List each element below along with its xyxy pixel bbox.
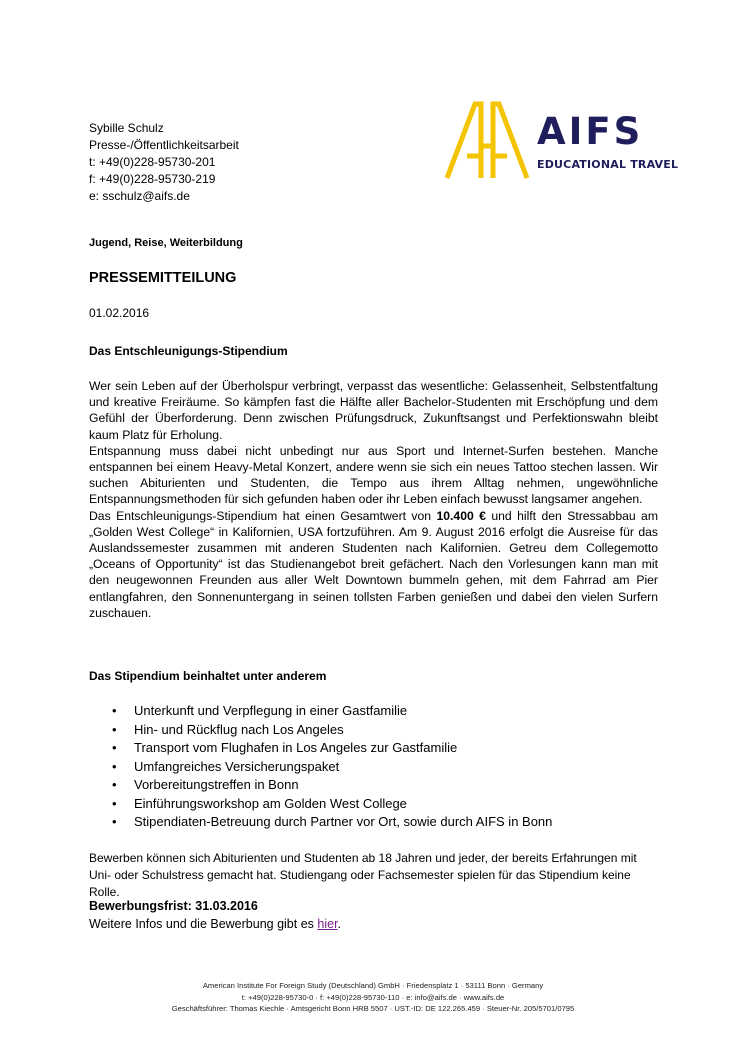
tagline: Jugend, Reise, Weiterbildung xyxy=(89,237,243,249)
aifs-logo-mark-icon xyxy=(441,100,533,180)
more-info-prefix: Weitere Infos und die Bewerbung gibt es xyxy=(89,917,318,931)
list-item: • Einführungsworkshop am Golden West College xyxy=(112,795,552,814)
more-info-line xyxy=(89,917,341,931)
contact-name: Sybille Schulz xyxy=(89,121,164,135)
paragraph-3 xyxy=(89,508,658,621)
paragraph-1: Wer sein Leben auf der Überholspur verbringt, verpasst das wesentliche: Gelassenheit, Selbstentfaltung und kreative Freiräume. So kämpfen fast die Hälfte aller Bachelor-Studenten mit Erschöpfung und dem Gefühl der Überforderung. Denn zwischen Prüfungsdruck, Zukunftsangst und Perfektionswahn bleibt kaum Platz für Erholung. xyxy=(89,379,658,442)
more-info-link[interactable]: hier xyxy=(317,917,338,931)
list-item: • Stipendiaten-Betreuung durch Partner vor Ort, sowie durch AIFS in Bonn xyxy=(112,813,552,832)
footer-line-3: Geschäftsführer: Thomas Kiechle · Amtsgericht Bonn HRB 5507 · UST.-ID: DE 122.265.459 · Steuer-Nr. 205/5701/0795 xyxy=(171,1004,575,1013)
application-text: Bewerben können sich Abiturienten und Studenten ab 18 Jahren und jeder, der bereits Erfahrungen mit Uni- oder Schulstress gemacht hat. Studiengang oder Fachsemester spielen für das Stipendium keine Rolle. xyxy=(89,851,637,899)
release-date: 01.02.2016 xyxy=(89,306,150,320)
list-title: Das Stipendium beinhaltet unter anderem xyxy=(89,669,327,683)
list-item: • Vorbereitungstreffen in Bonn xyxy=(112,776,552,795)
aifs-logo-word: AIFS xyxy=(537,110,644,153)
list-item: • Hin- und Rückflug nach Los Angeles xyxy=(112,721,552,740)
contact-role: Presse-/Öffentlichkeitsarbeit xyxy=(89,138,239,152)
list-item: • Transport vom Flughafen in Los Angeles zur Gastfamilie xyxy=(112,739,552,758)
footer xyxy=(0,980,746,1015)
footer-line-1: American Institute For Foreign Study (Deutschland) GmbH · Friedensplatz 1 · 53111 Bonn · Germany xyxy=(202,981,544,990)
article-body xyxy=(89,378,658,621)
more-info-suffix: . xyxy=(337,917,342,931)
list-item: • Umfangreiches Versicherungspaket xyxy=(112,758,552,777)
application-deadline: Bewerbungsfrist: 31.03.2016 xyxy=(89,899,258,913)
scholarship-amount: 10.400 € xyxy=(436,508,486,523)
contact-block xyxy=(89,120,239,205)
article-title: Das Entschleunigungs-Stipendium xyxy=(89,344,288,358)
press-release-label: PRESSEMITTEILUNG xyxy=(89,270,237,286)
contact-email: e: sschulz@aifs.de xyxy=(89,189,190,203)
list-item: • Unterkunft und Verpflegung in einer Gastfamilie xyxy=(112,702,552,721)
footer-line-2: t: +49(0)228-95730-0 · f: +49(0)228-95730-110 · e: info@aifs.de · www.aifs.de xyxy=(241,992,505,1002)
paragraph-3-end: und hilft den Stressabbau am „Golden West College“ in Kalifornien, USA fortzuführen. Am 9. August 2016 erfolgt die Ausreise für das Auslandssemester zusammen mit anderen Studenten nach Kalifornien. Getreu dem Collegemotto „Oceans of Opportunity“ ist das Studienangebot breit gefächert. Nach den Vorlesungen kann man mit den neugewonnen Freunden aus aller Welt Downtown bummeln gehen, mit dem Fahrrad am Pier entlangfahren, den Sonnenuntergang in seinen tollsten Farben genießen und dabei den vielen Surfern zuschauen. xyxy=(89,508,658,620)
paragraph-2: Entspannung muss dabei nicht unbedingt nur aus Sport und Internet-Surfen bestehen. Manche entspannen bei einem Heavy-Metal Konzert, andere wenn sie sich ein neues Tattoo stechen lassen. Wir suchen Abiturienten und Studenten, die Tempo aus ihrem Alltag nehmen, ungewöhnliche Entspannungsmethoden für sich gefunden haben oder ihr Leben einfach bewusst langsamer angehen. xyxy=(89,443,658,507)
aifs-logo xyxy=(441,100,679,180)
paragraph-3-start: Das Entschleunigungs-Stipendium hat einen Gesamtwert von xyxy=(89,508,437,523)
benefits-list xyxy=(112,702,552,832)
contact-phone: t: +49(0)228-95730-201 xyxy=(89,155,216,169)
contact-fax: f: +49(0)228-95730-219 xyxy=(89,172,216,186)
aifs-logo-subtitle: EDUCATIONAL TRAVEL xyxy=(537,158,679,171)
